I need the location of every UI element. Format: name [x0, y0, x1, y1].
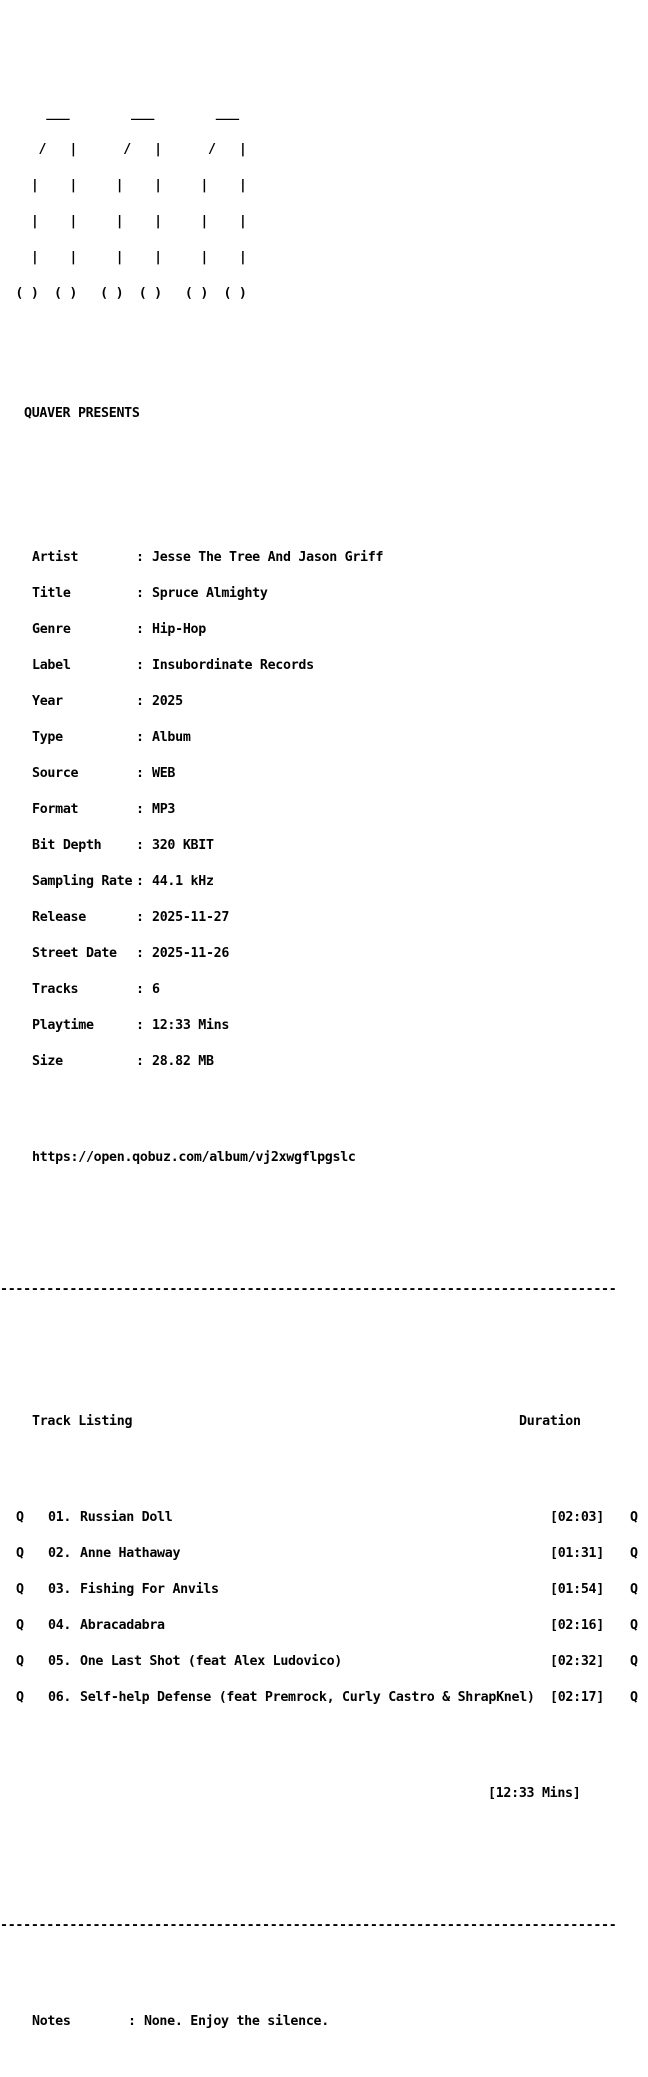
spacer — [0, 360, 648, 372]
track-duration: [02:03] — [550, 1510, 604, 1525]
ascii-art-logo — [0, 84, 648, 324]
info-row-year — [0, 696, 648, 708]
info-row-tracks — [0, 984, 648, 996]
track-title: Fishing For Anvils — [80, 1582, 219, 1597]
track-number: 06. — [48, 1690, 72, 1705]
track-duration: [02:32] — [550, 1654, 604, 1669]
info-label: Artist — [32, 550, 79, 565]
spacer — [0, 36, 648, 48]
track-number: 04. — [48, 1618, 72, 1633]
ascii-art-line: | | | | | | — [0, 178, 247, 193]
info-separator: : — [136, 802, 144, 817]
info-separator: : — [136, 910, 144, 925]
info-value: Album — [152, 730, 191, 745]
info-row-size — [0, 1056, 648, 1068]
separator-rule: -------------------------------------------------------------------------------- — [0, 1282, 617, 1297]
spacer — [0, 1104, 648, 1116]
info-row-title — [0, 588, 648, 600]
track-row — [0, 1512, 648, 1524]
info-separator: : — [136, 766, 144, 781]
info-value: 28.82 MB — [152, 1054, 214, 1069]
notes-label: Notes — [32, 2014, 71, 2029]
track-marker-right: Q — [630, 1582, 638, 1597]
info-separator: : — [136, 1054, 144, 1069]
release-info — [0, 528, 648, 1188]
info-label: Tracks — [32, 982, 79, 997]
ascii-art-line: / | / | / | — [0, 142, 247, 157]
track-marker-left: Q — [16, 1654, 24, 1669]
info-value: 2025-11-27 — [152, 910, 230, 925]
info-separator: : — [136, 874, 144, 889]
spacer — [0, 1332, 648, 1356]
info-value: 320 KBIT — [152, 838, 214, 853]
track-listing-header — [0, 1416, 648, 1428]
info-separator: : — [136, 622, 144, 637]
info-row-sampling-rate — [0, 876, 648, 888]
info-label: Year — [32, 694, 63, 709]
spacer — [0, 1740, 648, 1752]
info-value: 2025 — [152, 694, 183, 709]
track-title: Anne Hathaway — [80, 1546, 181, 1561]
info-value: 12:33 Mins — [152, 1018, 230, 1033]
spacer — [0, 1860, 648, 1884]
ascii-art-line: ___ ___ ___ — [0, 106, 239, 121]
total-duration: [12:33 Mins] — [488, 1786, 581, 1801]
ascii-art-line: | | | | | | — [0, 250, 247, 265]
info-label: Label — [32, 658, 71, 673]
info-separator: : — [136, 658, 144, 673]
track-title: One Last Shot (feat Alex Ludovico) — [80, 1654, 342, 1669]
info-value: WEB — [152, 766, 176, 781]
info-label: Genre — [32, 622, 71, 637]
track-listing — [0, 1392, 648, 1824]
track-marker-right: Q — [630, 1654, 638, 1669]
info-row-source — [0, 768, 648, 780]
info-label: Source — [32, 766, 79, 781]
track-marker-left: Q — [16, 1546, 24, 1561]
info-separator: : — [136, 586, 144, 601]
info-row-type — [0, 732, 648, 744]
info-separator: : — [136, 946, 144, 961]
track-row — [0, 1584, 648, 1596]
track-duration: [02:17] — [550, 1690, 604, 1705]
total-duration-line — [0, 1788, 648, 1800]
info-label: Release — [32, 910, 86, 925]
info-value: 6 — [152, 982, 160, 997]
track-duration: [02:16] — [550, 1618, 604, 1633]
info-separator: : — [136, 1018, 144, 1033]
track-marker-left: Q — [16, 1510, 24, 1525]
spacer — [0, 456, 648, 492]
track-marker-right: Q — [630, 1690, 638, 1705]
track-number: 02. — [48, 1546, 72, 1561]
notes-value: None. Enjoy the silence. — [144, 2014, 329, 2029]
track-row — [0, 1620, 648, 1632]
track-row — [0, 1692, 648, 1704]
track-listing-heading: Track Listing — [32, 1414, 133, 1429]
track-duration: [01:31] — [550, 1546, 604, 1561]
info-value: Hip-Hop — [152, 622, 206, 637]
info-separator: : — [136, 730, 144, 745]
separator-rule: -------------------------------------------------------------------------------- — [0, 1918, 617, 1933]
info-value: 44.1 kHz — [152, 874, 214, 889]
track-marker-left: Q — [16, 1690, 24, 1705]
presenter-line — [0, 408, 648, 420]
spacer — [0, 1968, 648, 1980]
info-row-genre — [0, 624, 648, 636]
ascii-art-line: | | | | | | — [0, 214, 247, 229]
info-row-artist — [0, 552, 648, 564]
info-value: 2025-11-26 — [152, 946, 230, 961]
track-marker-right: Q — [630, 1546, 638, 1561]
info-label: Title — [32, 586, 71, 601]
notes-line — [0, 2016, 648, 2028]
info-value: Insubordinate Records — [152, 658, 314, 673]
info-value: Spruce Almighty — [152, 586, 268, 601]
info-label: Size — [32, 1054, 63, 1069]
info-label: Sampling Rate — [32, 874, 133, 889]
info-row-label — [0, 660, 648, 672]
info-label: Street Date — [32, 946, 117, 961]
info-value: Jesse The Tree And Jason Griff — [152, 550, 384, 565]
album-url-line — [0, 1152, 648, 1164]
spacer — [0, 1224, 648, 1248]
track-marker-right: Q — [630, 1510, 638, 1525]
info-label: Bit Depth — [32, 838, 102, 853]
notes-separator: : — [128, 2014, 136, 2029]
track-marker-left: Q — [16, 1582, 24, 1597]
info-row-release — [0, 912, 648, 924]
track-title: Abracadabra — [80, 1618, 165, 1633]
track-row — [0, 1656, 648, 1668]
track-marker-right: Q — [630, 1618, 638, 1633]
duration-heading: Duration — [519, 1414, 581, 1429]
track-title: Russian Doll — [80, 1510, 173, 1525]
info-separator: : — [136, 982, 144, 997]
ascii-art-line: ( ) ( ) ( ) ( ) ( ) ( ) — [0, 286, 247, 301]
track-title: Self-help Defense (feat Premrock, Curly Castro & ShrapKnel) — [80, 1690, 535, 1705]
track-duration: [01:54] — [550, 1582, 604, 1597]
info-row-playtime — [0, 1020, 648, 1032]
track-row — [0, 1548, 648, 1560]
info-row-format — [0, 804, 648, 816]
info-separator: : — [136, 838, 144, 853]
track-number: 05. — [48, 1654, 72, 1669]
info-value: MP3 — [152, 802, 176, 817]
info-separator: : — [136, 550, 144, 565]
track-marker-left: Q — [16, 1618, 24, 1633]
spacer — [0, 1464, 648, 1476]
info-row-bit-depth — [0, 840, 648, 852]
info-label: Playtime — [32, 1018, 94, 1033]
presenter-text: QUAVER PRESENTS — [24, 406, 140, 421]
info-row-street-date — [0, 948, 648, 960]
track-number: 01. — [48, 1510, 72, 1525]
info-label: Format — [32, 802, 79, 817]
info-label: Type — [32, 730, 63, 745]
track-number: 03. — [48, 1582, 72, 1597]
album-url[interactable]: https://open.qobuz.com/album/vj2xwgflpgslc — [32, 1150, 356, 1165]
info-separator: : — [136, 694, 144, 709]
